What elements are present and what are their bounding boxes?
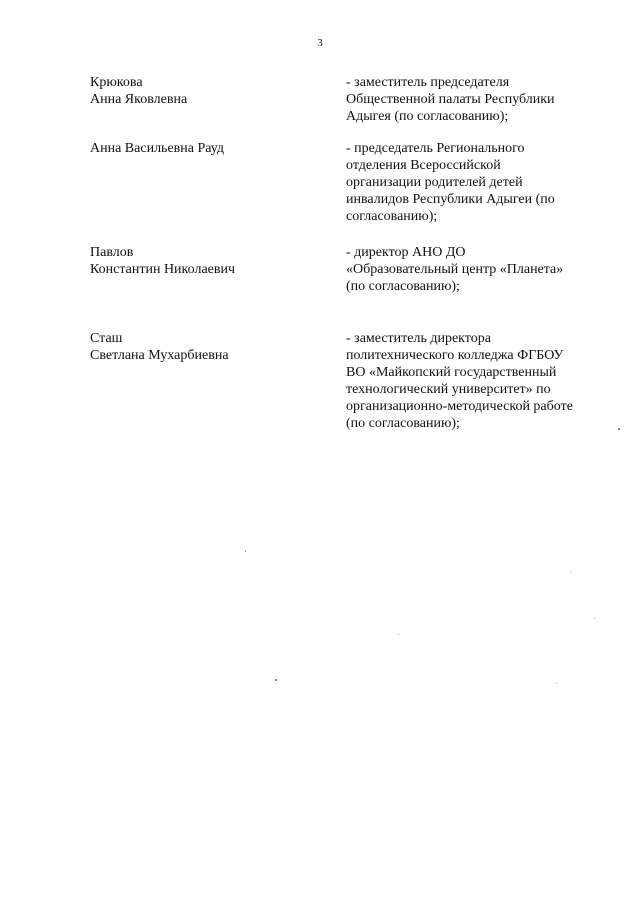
member-name-line: Павлов — [90, 245, 134, 260]
member-role-line: согласованию); — [346, 209, 438, 224]
member-role-line: ВО «Майкопский государственный — [346, 365, 557, 380]
member-role-line: «Образовательный центр «Планета» — [346, 262, 564, 277]
member-role — [346, 330, 610, 432]
member-role-line: Общественной палаты Республики — [346, 92, 555, 107]
scan-speck — [570, 572, 571, 573]
member-role-line: - председатель Регионального — [346, 141, 525, 156]
member-name-line: Анна Яковлевна — [90, 92, 188, 107]
member-role-line: Адыгея (по согласованию); — [346, 109, 509, 124]
scan-speck — [618, 428, 620, 430]
member-role-line: политехнического колледжа ФГБОУ — [346, 348, 564, 363]
page-number: 3 — [317, 37, 323, 49]
member-role-line: (по согласованию); — [346, 416, 460, 431]
scan-speck — [556, 683, 557, 684]
member-name — [90, 140, 330, 157]
member-role — [346, 74, 610, 125]
member-name-line: Сташ — [90, 331, 123, 346]
scan-speck — [245, 551, 246, 552]
member-role — [346, 140, 610, 225]
member-name — [90, 330, 330, 364]
member-name-line: Крюкова — [90, 75, 143, 90]
member-role-line: - заместитель председателя — [346, 75, 510, 90]
member-role-line: (по согласованию); — [346, 279, 460, 294]
member-name — [90, 74, 330, 108]
member-name — [90, 244, 330, 278]
member-name-line: Константин Николаевич — [90, 262, 236, 277]
member-name-line: Анна Васильевна Рауд — [90, 141, 224, 156]
scan-speck — [398, 634, 399, 635]
member-role-line: организационно-методической работе — [346, 399, 573, 414]
member-role — [346, 244, 610, 295]
member-name-line: Светлана Мухарбиевна — [90, 348, 229, 363]
member-role-line: - директор АНО ДО — [346, 245, 466, 260]
scan-speck — [594, 618, 595, 619]
member-role-line: инвалидов Республики Адыгеи (по — [346, 192, 555, 207]
member-role-line: - заместитель директора — [346, 331, 491, 346]
member-role-line: технологический университет» по — [346, 382, 551, 397]
member-role-line: организации родителей детей — [346, 175, 523, 190]
member-role-line: отделения Всероссийской — [346, 158, 501, 173]
scan-speck — [275, 679, 277, 681]
